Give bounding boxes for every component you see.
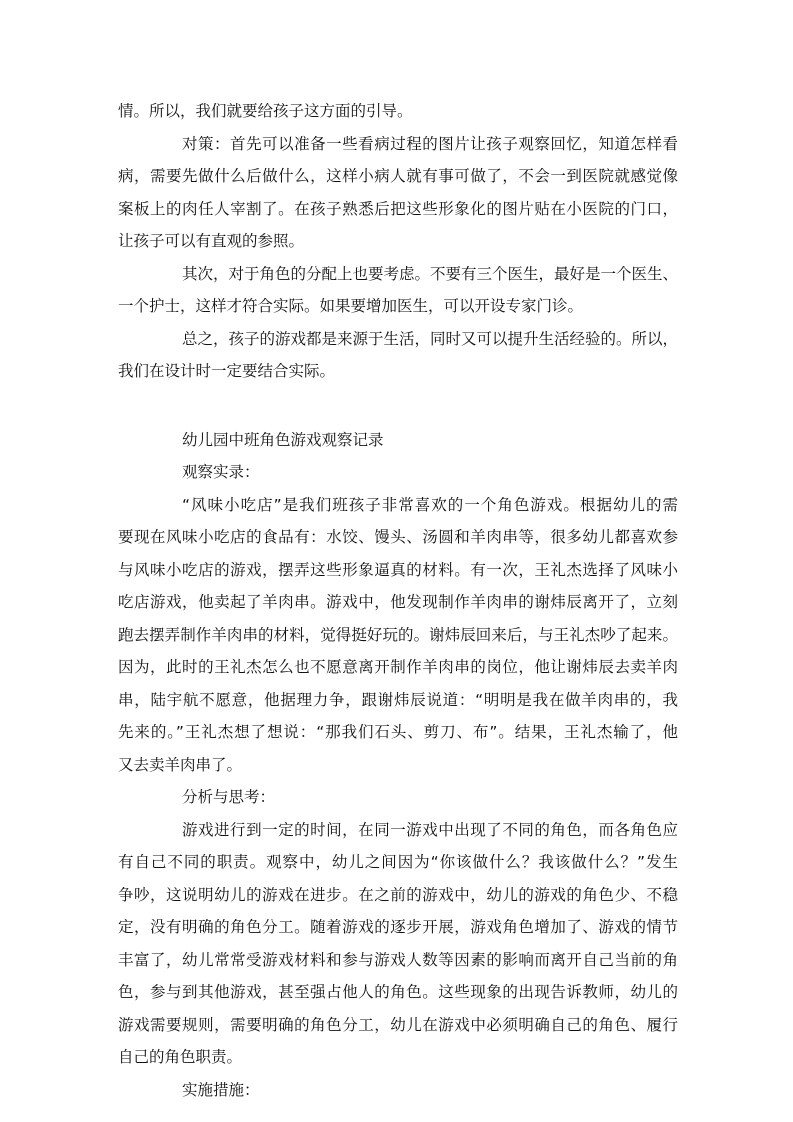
paragraph-line: 跑去摆弄制作羊肉串的材料，觉得挺好玩的。谢炜辰回来后，与王礼杰吵了起来。 [118,625,678,644]
paragraph-line: 先来的。”王礼杰想了想说：“那我们石头、剪刀、布”。结果，王礼杰输了，他 [118,723,678,741]
paragraph-line: 争吵，这说明幼儿的游戏在进步。在之前的游戏中，幼儿的游戏的角色少、不稳 [118,885,678,904]
paragraph-line: 其次，对于角色的分配上也要考虑。不要有三个医生，最好是一个医生、 [182,264,679,283]
paragraph-line: 因为，此时的王礼杰怎么也不愿意离开制作羊肉串的岗位，他让谢炜辰去卖羊肉 [118,658,678,676]
paragraph-line: 定，没有明确的角色分工。随着游戏的逐步开展，游戏角色增加了、游戏的情节 [118,918,678,936]
paragraph-line: 与风味小吃店的游戏，摆弄这些形象逼真的材料。有一次，王礼杰选择了风味小 [118,560,678,579]
observation-heading: 观察实录： [182,463,260,481]
paragraph-line: 一个护士，这样才符合实际。如果要增加医生，可以开设专家门诊。 [118,297,584,315]
paragraph-line: 丰富了，幼儿常常受游戏材料和参与游戏人数等因素的影响而离开自己当前的角 [118,950,678,969]
paragraph-line: 要现在风味小吃店的食品有：水饺、馒头、汤圆和羊肉串等，很多幼儿都喜欢参 [118,528,678,546]
paragraph-line: 我们在设计时一定要结合实际。 [118,362,336,380]
paragraph-line: 案板上的肉任人宰割了。在孩子熟悉后把这些形象化的图片贴在小医院的门口， [118,199,678,218]
analysis-heading: 分析与思考： [182,788,276,806]
document-body [118,95,678,1106]
paragraph-line: 情。所以，我们就要给孩子这方面的引导。 [118,102,413,120]
section-spacer [118,388,678,424]
paragraph-line: 有自己不同的职责。观察中，幼儿之间因为“你该做什么？我该做什么？”发生 [118,853,678,871]
paragraph-line: 吃店游戏，他卖起了羊肉串。游戏中，他发现制作羊肉串的谢炜辰离开了，立刻 [118,593,678,611]
paragraph-line: 串，陆宇航不愿意，他据理力争，跟谢炜辰说道：“明明是我在做羊肉串的，我 [118,690,678,709]
paragraph-line: 色，参与到其他游戏，甚至强占他人的角色。这些现象的出现告诉教师，幼儿的 [118,983,678,1001]
paragraph-line: 总之，孩子的游戏都是来源于生活，同时又可以提升生活经验的。所以， [182,329,679,348]
paragraph-line: 游戏需要规则，需要明确的角色分工，幼儿在游戏中必须明确自己的角色、履行 [118,1015,678,1034]
paragraph-line: 对策：首先可以准备一些看病过程的图片让孩子观察回忆，知道怎样看 [182,134,678,153]
measures-heading: 实施措施： [182,1080,260,1099]
section-title: 幼儿园中班角色游戏观察记录 [182,430,384,449]
paragraph-line: 又去卖羊肉串了。 [118,755,243,774]
paragraph-line: 游戏进行到一定的时间，在同一游戏中出现了不同的角色，而各角色应 [182,820,678,839]
paragraph-line: 病，需要先做什么后做什么，这样小病人就有事可做了，不会一到医院就感觉像 [118,167,678,185]
paragraph-line: 自己的角色职责。 [118,1048,243,1066]
paragraph-line: 让孩子可以有直观的参照。 [118,232,305,250]
paragraph-line: “风味小吃店”是我们班孩子非常喜欢的一个角色游戏。根据幼儿的需 [182,495,678,514]
